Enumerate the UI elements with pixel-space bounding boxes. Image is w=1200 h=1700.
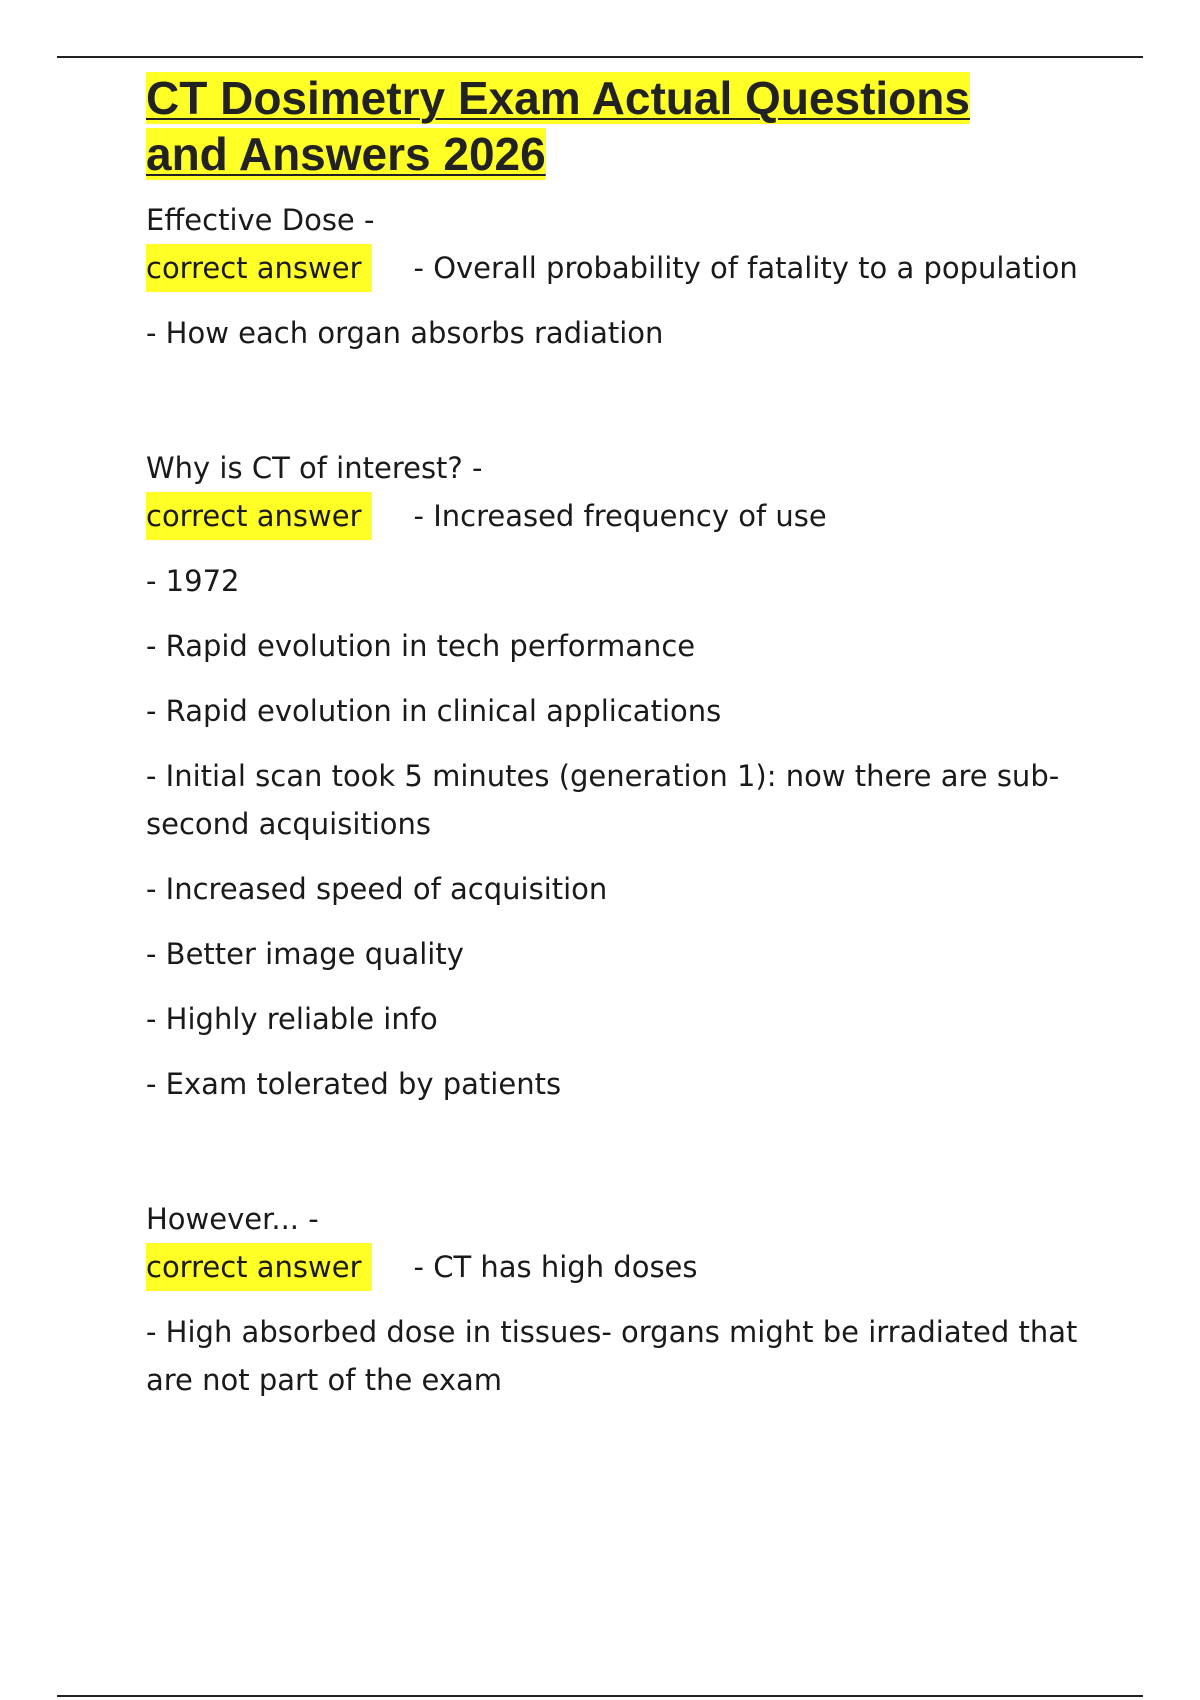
answer-row [146,244,1106,292]
correct-answer-label: correct answer [146,492,372,540]
title-line-2: and Answers 2026 [146,128,546,180]
bullet-item: - 1972 [146,564,240,598]
bullet-item: - Better image quality [146,937,464,971]
answer-text: - CT has high doses [413,1250,698,1284]
answer-row [146,1243,1106,1291]
bullet-item: - High absorbed dose in tissues- organs might be irradiated that are not part of the exam [146,1315,1078,1397]
bullet-item: - Rapid evolution in clinical applications [146,694,722,728]
top-rule [57,56,1143,58]
question-text: However... - [146,1202,319,1236]
answer-row [146,492,1106,540]
page-title [146,70,1106,182]
qa-block-effective-dose [146,196,1106,357]
bullet-item: - Highly reliable info [146,1002,438,1036]
bullet-item: - Increased speed of acquisition [146,872,608,906]
bullet-item: - Exam tolerated by patients [146,1067,562,1101]
bullet-item: - How each organ absorbs radiation [146,316,664,350]
question-text: Effective Dose - [146,203,375,237]
document-body [146,70,1106,1421]
qa-block-however [146,1195,1106,1404]
correct-answer-label: correct answer [146,1243,372,1291]
qa-block-why-ct [146,444,1106,1108]
title-line-1: CT Dosimetry Exam Actual Questions [146,72,970,124]
bottom-rule [57,1695,1143,1697]
answer-text: - Overall probability of fatality to a population [413,251,1078,285]
answer-text: - Increased frequency of use [413,499,827,533]
bullet-item: - Rapid evolution in tech performance [146,629,696,663]
question-text: Why is CT of interest? - [146,451,483,485]
correct-answer-label: correct answer [146,244,372,292]
bullet-item: - Initial scan took 5 minutes (generation 1): now there are sub-second acquisitions [146,759,1060,841]
